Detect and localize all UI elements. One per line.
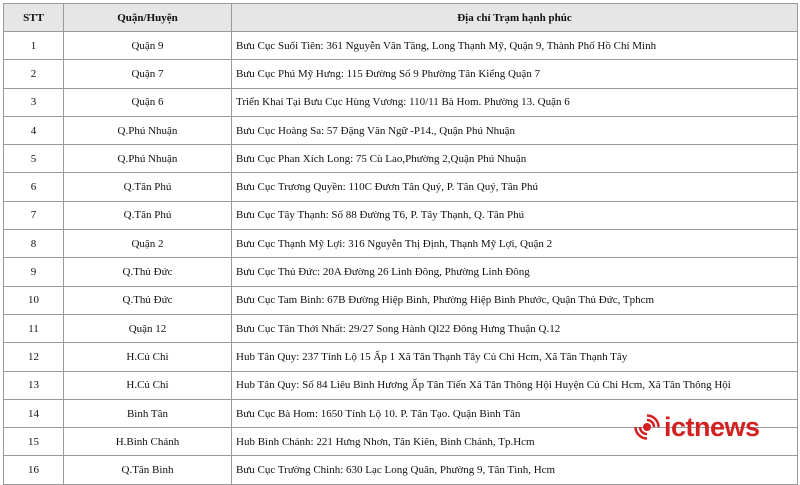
table-row	[4, 286, 798, 314]
table-row	[4, 371, 798, 399]
table-row	[4, 32, 798, 60]
row-stt-cell: 7	[4, 201, 64, 229]
table-row	[4, 145, 798, 173]
row-district-cell: Quận 2	[64, 230, 232, 258]
row-address-cell: Bưu Cục Trường Chinh: 630 Lạc Long Quân, Phường 9, Tân Tình, Hcm	[232, 456, 798, 484]
table-row	[4, 314, 798, 342]
row-district-cell: Quận 12	[64, 314, 232, 342]
row-address-cell: Bưu Cục Trương Quyền: 110C Đươn Tân Quý, P. Tân Quý, Tân Phú	[232, 173, 798, 201]
table-header	[4, 4, 798, 32]
row-district-cell: Quận 9	[64, 32, 232, 60]
row-address-cell: Bưu Cục Bà Hom: 1650 Tỉnh Lộ 10. P. Tân Tạo. Quận Bình Tân	[232, 399, 798, 427]
header-stt: STT	[4, 4, 64, 32]
table-row	[4, 343, 798, 371]
row-district-cell: Bình Tân	[64, 399, 232, 427]
row-stt-cell: 8	[4, 230, 64, 258]
row-stt-cell: 9	[4, 258, 64, 286]
row-address-cell: Bưu Cục Phan Xích Long: 75 Cù Lao,Phường 2,Quận Phú Nhuận	[232, 145, 798, 173]
row-address-cell: Bưu Cục Suối Tiên: 361 Nguyễn Văn Tăng, Long Thạnh Mỹ, Quận 9, Thành Phố Hồ Chí Minh	[232, 32, 798, 60]
row-district-cell: Q.Phú Nhuận	[64, 116, 232, 144]
row-address-cell: Bưu Cục Hoàng Sa: 57 Đặng Văn Ngữ -P14., Quận Phú Nhuận	[232, 116, 798, 144]
table-row	[4, 258, 798, 286]
row-stt-cell: 5	[4, 145, 64, 173]
table-row	[4, 230, 798, 258]
row-district-cell: Q.Tân Phú	[64, 201, 232, 229]
row-district-cell: H.Củ Chi	[64, 371, 232, 399]
row-address-cell: Bưu Cục Tam Bình: 67B Đường Hiệp Bình, Phường Hiệp Bình Phước, Quận Thủ Đức, Tphcm	[232, 286, 798, 314]
table-row	[4, 173, 798, 201]
row-stt-cell: 14	[4, 399, 64, 427]
row-district-cell: Quận 6	[64, 88, 232, 116]
header-district: Quận/Huyện	[64, 4, 232, 32]
row-address-cell: Bưu Cục Thạnh Mỹ Lợi: 316 Nguyễn Thị Định, Thạnh Mỹ Lợi, Quận 2	[232, 230, 798, 258]
row-address-cell: Bưu Cục Phú Mỹ Hưng: 115 Đường Số 9 Phường Tân Kiểng Quận 7	[232, 60, 798, 88]
row-stt-cell: 3	[4, 88, 64, 116]
header-address: Địa chỉ Trạm hạnh phúc	[232, 4, 798, 32]
logo-text: ictnews	[664, 411, 760, 442]
row-district-cell: Q.Thủ Đức	[64, 258, 232, 286]
row-address-cell: Bưu Cục Tân Thới Nhất: 29/27 Song Hành Ql22 Đông Hưng Thuận Q.12	[232, 314, 798, 342]
row-district-cell: H.Củ Chi	[64, 343, 232, 371]
row-address-cell: Hub Tân Quy: 237 Tỉnh Lộ 15 Ấp 1 Xã Tân Thạnh Tây Củ Chi Hcm, Xã Tân Thạnh Tây	[232, 343, 798, 371]
row-district-cell: Q.Tân Bình	[64, 456, 232, 484]
header-row	[4, 4, 798, 32]
row-address-cell: Bưu Cục Tây Thạnh: Số 88 Đường T6, P. Tây Thạnh, Q. Tân Phú	[232, 201, 798, 229]
row-stt-cell: 15	[4, 428, 64, 456]
table-row	[4, 456, 798, 484]
ictnews-logo-icon	[634, 414, 660, 440]
row-district-cell: Q.Phú Nhuận	[64, 145, 232, 173]
row-stt-cell: 2	[4, 60, 64, 88]
row-district-cell: Q.Tân Phú	[64, 173, 232, 201]
table-row	[4, 60, 798, 88]
row-district-cell: Quận 7	[64, 60, 232, 88]
row-stt-cell: 12	[4, 343, 64, 371]
table-row	[4, 201, 798, 229]
row-stt-cell: 4	[4, 116, 64, 144]
row-stt-cell: 16	[4, 456, 64, 484]
row-stt-cell: 10	[4, 286, 64, 314]
row-stt-cell: 1	[4, 32, 64, 60]
row-address-cell: Triển Khai Tại Bưu Cục Hùng Vương: 110/11 Bà Hom. Phường 13. Quận 6	[232, 88, 798, 116]
row-address-cell: Bưu Cục Thủ Đức: 20A Đường 26 Linh Đông, Phường Linh Đông	[232, 258, 798, 286]
table-row	[4, 116, 798, 144]
row-address-cell: Hub Bình Chánh: 221 Hưng Nhơn, Tân Kiên, Bình Chánh, Tp.Hcm	[232, 428, 798, 456]
row-stt-cell: 11	[4, 314, 64, 342]
row-district-cell: H.Bình Chánh	[64, 428, 232, 456]
table-row	[4, 88, 798, 116]
ictnews-logo	[634, 412, 760, 442]
row-address-cell: Hub Tân Quy: Số 84 Liêu Bình Hương Ấp Tân Tiến Xã Tân Thông Hội Huyện Củ Chi Hcm, Xã Tân Thông Hội	[232, 371, 798, 399]
row-stt-cell: 6	[4, 173, 64, 201]
row-district-cell: Q.Thủ Đức	[64, 286, 232, 314]
row-stt-cell: 13	[4, 371, 64, 399]
